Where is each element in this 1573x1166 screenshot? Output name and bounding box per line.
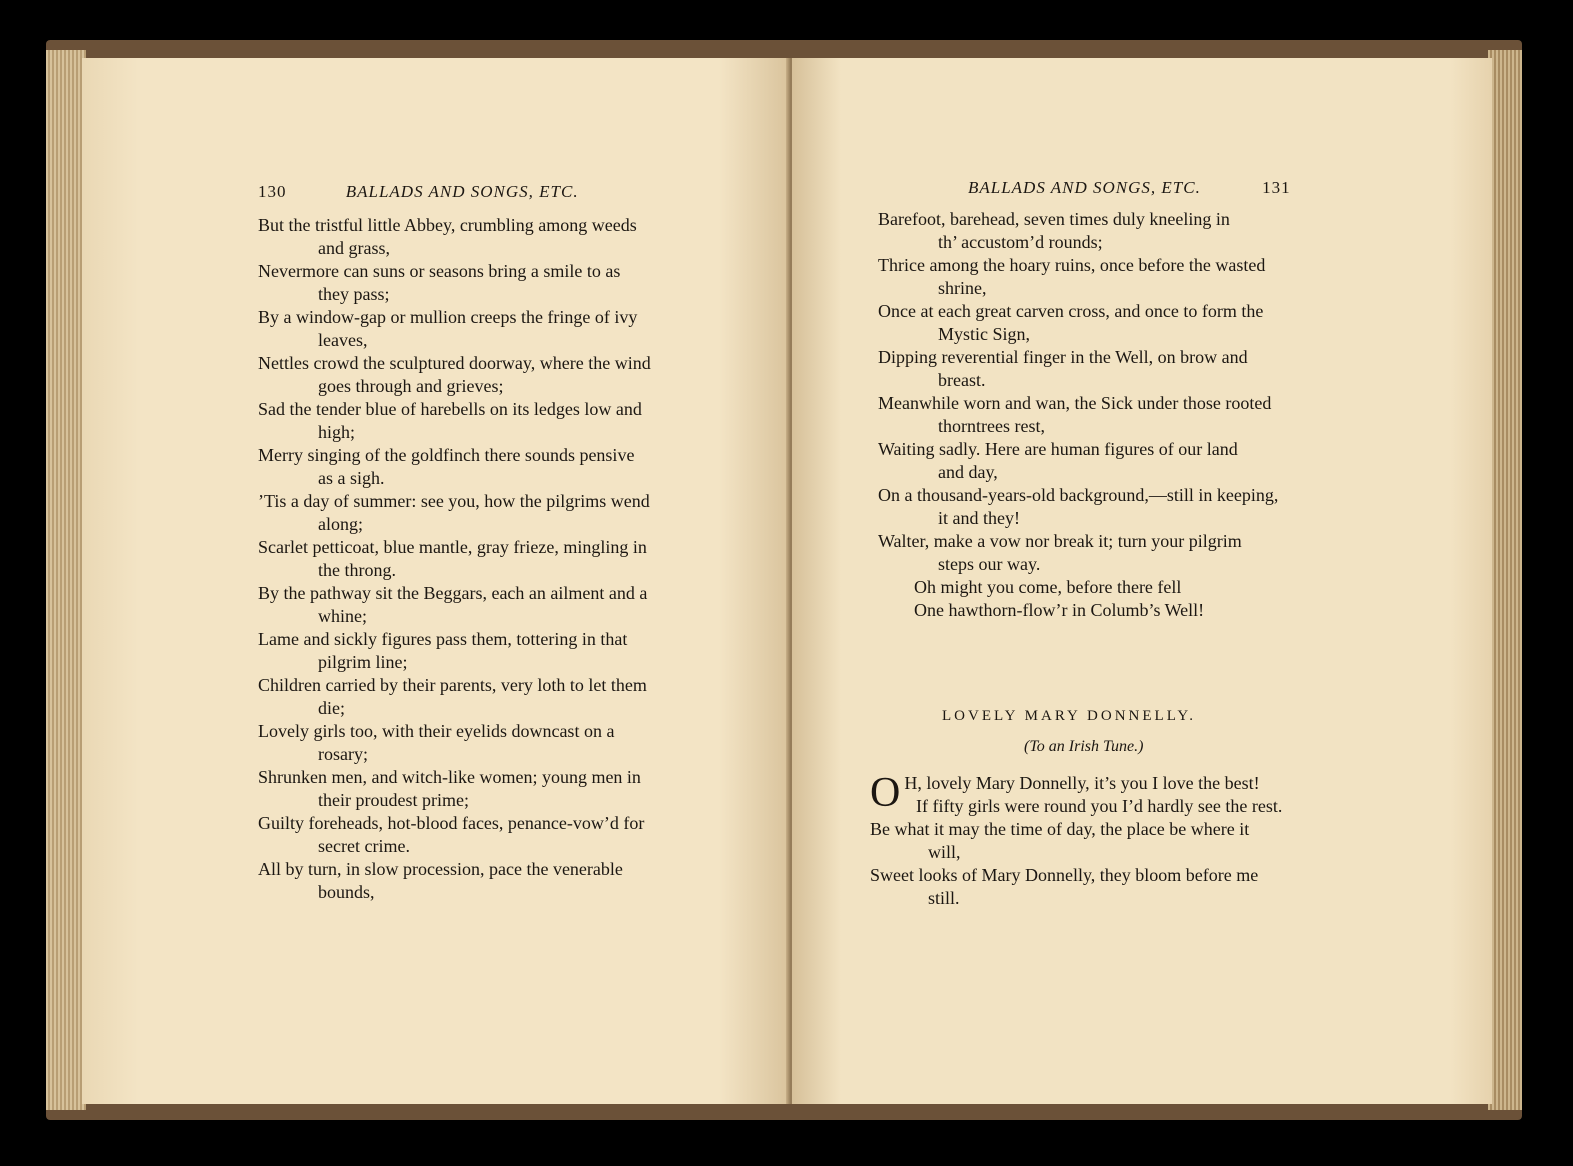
verse-line: ’Tis a day of summer: see you, how the pilgrims wend	[258, 491, 650, 511]
verse-line: Barefoot, barehead, seven times duly kneeling in	[878, 209, 1230, 229]
drop-cap: O	[870, 770, 901, 816]
verse-line: and day,	[938, 462, 998, 482]
verse-line: Merry singing of the goldfinch there sounds pensive	[258, 445, 635, 465]
verse-line: bounds,	[318, 882, 375, 902]
verse-line: Shrunken men, and witch-like women; young men in	[258, 767, 641, 787]
left-header	[258, 182, 579, 202]
verse-line: die;	[318, 698, 345, 718]
song-subtitle: (To an Irish Tune.)	[1024, 738, 1144, 755]
verse-line: Guilty foreheads, hot-blood faces, penance-vow’d for	[258, 813, 645, 833]
song-line: still.	[928, 888, 960, 908]
verse-line: thorntrees rest,	[938, 416, 1045, 436]
verse-line: and grass,	[318, 238, 390, 258]
refrain-line: Oh might you come, before there fell	[914, 577, 1182, 597]
right-page	[792, 58, 1492, 1104]
verse-line: Walter, make a vow nor break it; turn your pilgrim	[878, 531, 1242, 551]
verse-line: the throng.	[318, 560, 396, 580]
verse-line: whine;	[318, 606, 367, 626]
verse-line: Nevermore can suns or seasons bring a smile to as	[258, 261, 621, 281]
right-header	[968, 178, 1291, 198]
page-edges-left	[46, 50, 86, 1110]
verse-line: leaves,	[318, 330, 368, 350]
verse-line: Meanwhile worn and wan, the Sick under those rooted	[878, 393, 1272, 413]
running-head: BALLADS AND SONGS, ETC.	[968, 178, 1201, 197]
verse-block	[878, 208, 1278, 622]
verse-block	[258, 214, 651, 904]
verse-line: breast.	[938, 370, 986, 390]
verse-line: their proudest prime;	[318, 790, 469, 810]
verse-line: All by turn, in slow procession, pace the venerable	[258, 859, 623, 879]
verse-line: pilgrim line;	[318, 652, 408, 672]
verse-line: it and they!	[938, 508, 1020, 528]
verse-line: as a sigh.	[318, 468, 385, 488]
song-line: Sweet looks of Mary Donnelly, they bloom before me	[870, 865, 1259, 885]
left-page	[82, 58, 790, 1104]
verse-line: On a thousand-years-old background,—still in keeping,	[878, 485, 1279, 505]
verse-line: Sad the tender blue of harebells on its ledges low and	[258, 399, 642, 419]
page-edges-right	[1488, 50, 1522, 1110]
song-verse	[870, 772, 1282, 910]
verse-line: Lame and sickly figures pass them, tottering in that	[258, 629, 628, 649]
page-number: 131	[1262, 178, 1291, 197]
song-title: LOVELY MARY DONNELLY.	[942, 708, 1197, 724]
verse-line: Once at each great carven cross, and once to form the	[878, 301, 1264, 321]
verse-line: rosary;	[318, 744, 368, 764]
verse-line: Waiting sadly. Here are human figures of our land	[878, 439, 1238, 459]
song-line: H, lovely Mary Donnelly, it’s you I love the best!	[904, 773, 1260, 793]
refrain-line: One hawthorn-flow’r in Columb’s Well!	[914, 600, 1205, 620]
verse-line: secret crime.	[318, 836, 410, 856]
verse-line: along;	[318, 514, 363, 534]
verse-line: But the tristful little Abbey, crumbling among weeds	[258, 215, 637, 235]
song-line: If fifty girls were round you I’d hardly see the rest.	[916, 796, 1283, 816]
verse-line: Mystic Sign,	[938, 324, 1031, 344]
verse-line: Lovely girls too, with their eyelids downcast on a	[258, 721, 615, 741]
verse-line: Thrice among the hoary ruins, once before the wasted	[878, 255, 1266, 275]
verse-line: Scarlet petticoat, blue mantle, gray frieze, mingling in	[258, 537, 647, 557]
verse-line: steps our way.	[938, 554, 1041, 574]
page-number: 130	[258, 182, 287, 201]
verse-line: they pass;	[318, 284, 390, 304]
song-line: will,	[928, 842, 961, 862]
verse-line: Dipping reverential finger in the Well, on brow and	[878, 347, 1248, 367]
verse-line: Nettles crowd the sculptured doorway, where the wind	[258, 353, 651, 373]
running-head: BALLADS AND SONGS, ETC.	[345, 182, 579, 201]
verse-line: high;	[318, 422, 356, 442]
verse-line: Children carried by their parents, very loth to let them	[258, 675, 647, 695]
verse-line: By the pathway sit the Beggars, each an ailment and a	[258, 583, 648, 603]
song-line: Be what it may the time of day, the place be where it	[870, 819, 1250, 839]
verse-line: goes through and grieves;	[318, 376, 504, 396]
verse-line: shrine,	[938, 278, 987, 298]
verse-line: By a window-gap or mullion creeps the fringe of ivy	[258, 307, 638, 327]
verse-line: th’ accustom’d rounds;	[938, 232, 1103, 252]
